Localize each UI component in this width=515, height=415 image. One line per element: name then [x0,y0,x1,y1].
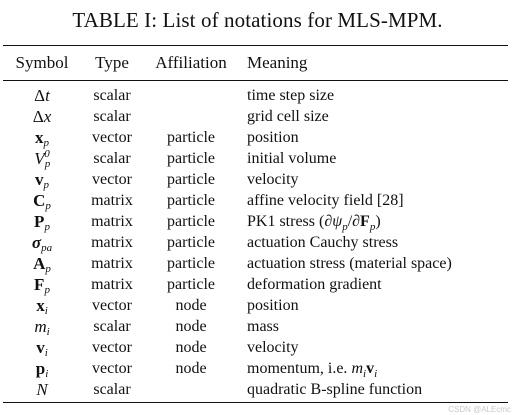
table-row [0,337,515,358]
affiliation-cell: node [175,360,207,377]
table-row [0,379,515,400]
symbol-cell: $v_p$ [35,170,49,191]
meaning-cell: momentum, i.e. $m_iv_i$ [247,360,378,381]
meaning-cell: quadratic B-spline function [247,381,423,398]
meaning-cell: actuation stress (material space) [247,255,452,272]
symbol-cell: $A_p$ [33,254,51,275]
symbol-cell: $P_p$ [34,212,50,233]
table-row [0,295,515,316]
table-row [0,358,515,379]
meaning-cell: position [247,297,299,314]
affiliation-cell: particle [167,213,215,230]
table-row [0,316,515,337]
header-type: Type [95,53,129,72]
symbol-cell: $x_i$ [36,296,48,317]
meaning-cell: mass [247,318,279,335]
table-row [0,169,515,190]
symbol-cell: N [36,380,48,399]
symbol-cell: Δx [32,107,52,126]
table-row [0,127,515,148]
affiliation-cell: particle [167,276,215,293]
header-affiliation: Affiliation [155,53,227,72]
header-symbol: Symbol [15,53,69,72]
table-header-row [0,52,515,73]
symbol-cell: $F_p$ [34,275,50,296]
type-cell: scalar [93,87,131,104]
header-rule [3,80,508,81]
type-cell: matrix [91,213,133,230]
affiliation-cell: particle [167,129,215,146]
table-row [0,148,515,169]
meaning-cell: velocity [247,339,299,356]
affiliation-cell: particle [167,171,215,188]
symbol-cell: $C_p$ [33,191,51,212]
type-cell: matrix [91,255,133,272]
header-meaning: Meaning [247,53,308,72]
symbol-cell: $V_p^0$ [34,148,51,170]
type-cell: scalar [93,318,131,335]
affiliation-cell: particle [167,234,215,251]
bottom-rule [3,402,508,403]
type-cell: matrix [91,234,133,251]
meaning-cell: grid cell size [247,108,329,125]
symbol-cell: $m_i$ [34,317,50,338]
type-cell: vector [92,171,132,188]
affiliation-cell: node [175,339,207,356]
table-row [0,106,515,127]
top-rule [3,45,508,46]
affiliation-cell: node [175,318,207,335]
symbol-cell: $v_i$ [36,338,48,359]
type-cell: vector [92,339,132,356]
table-row [0,211,515,232]
meaning-cell: position [247,129,299,146]
symbol-cell: $\sigma_{pa}$ [31,233,53,254]
type-cell: matrix [91,192,133,209]
type-cell: scalar [93,381,131,398]
affiliation-cell: particle [167,255,215,272]
meaning-cell: PK1 stress $(\partial\psi_p/\partial F_p)$ [247,213,381,234]
type-cell: vector [92,297,132,314]
meaning-cell: velocity [247,171,299,188]
meaning-cell: actuation Cauchy stress [247,234,399,251]
affiliation-cell: particle [167,150,215,167]
meaning-cell: initial volume [247,150,337,167]
affiliation-cell: particle [167,192,215,209]
type-cell: scalar [93,108,131,125]
symbol-cell: $p_i$ [35,359,49,380]
affiliation-cell: node [175,297,207,314]
type-cell: vector [92,129,132,146]
table-row [0,190,515,211]
symbol-cell: $x_p$ [35,128,49,149]
table-caption: TABLE I: List of notations for MLS-MPM. [72,8,443,32]
watermark-text: CSDN @ALEcmc [448,405,511,414]
meaning-cell: affine velocity field [28] [247,192,404,209]
table-row [0,85,515,106]
meaning-cell: deformation gradient [247,276,382,293]
meaning-cell: time step size [247,87,335,104]
type-cell: vector [92,360,132,377]
table-row [0,253,515,274]
table-row [0,232,515,253]
type-cell: scalar [93,150,131,167]
table-row [0,274,515,295]
symbol-cell: Δt [34,86,50,105]
type-cell: matrix [91,276,133,293]
